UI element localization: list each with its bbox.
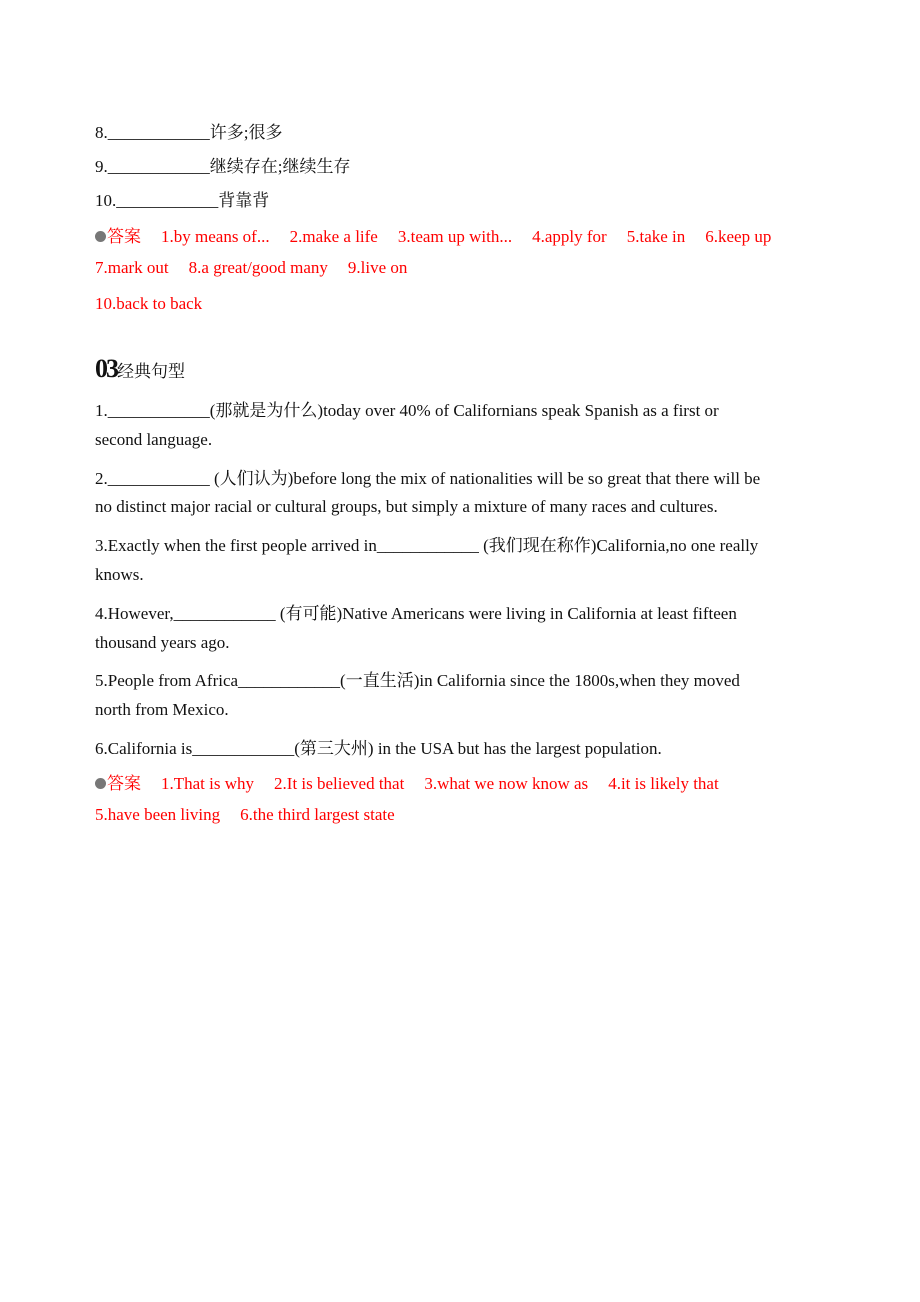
sentence-line: second language. [95, 429, 213, 449]
sentence-line: 4.However,____________ (有可能)Native Americans were living in California at least fifteen [95, 603, 737, 623]
answer-item: 2.It is believed that [274, 774, 405, 793]
vocab-item: 10.____________背靠背 [95, 191, 270, 210]
sentence-line: 6.California is____________(第三大州) in the USA but has the largest population. [95, 739, 662, 758]
section-heading: 03经典句型 [95, 354, 185, 383]
answer-item: 9.live on [347, 258, 408, 277]
sentence-line: knows. [95, 565, 144, 584]
answer-item: 7.mark out [95, 258, 169, 277]
answer-item: 3.what we now know as [424, 774, 589, 793]
answer-line [95, 222, 771, 247]
answer-icon [95, 231, 106, 242]
sentence-line: thousand years ago. [95, 632, 230, 652]
answer-label: 答案 [107, 227, 141, 246]
answer-item: 10.back to back [95, 294, 203, 313]
answer-item: 1.by means of... [161, 227, 270, 246]
answer-item: 4.apply for [532, 227, 607, 246]
answer-item: 2.make a life [289, 227, 378, 246]
answer-line [95, 258, 407, 278]
answer-line [95, 769, 719, 794]
sentence-line: 3.Exactly when the first people arrived in____________ (我们现在称作)California,no one really [95, 536, 759, 556]
vocab-item: 9.____________继续存在;继续生存 [95, 157, 351, 176]
answer-item: 6.keep up [705, 227, 772, 246]
answer-label: 答案 [107, 774, 141, 793]
sentence-line: 1.____________(那就是为什么)today over 40% of Californians speak Spanish as a first or [95, 401, 719, 420]
answer-item: 4.it is likely that [608, 774, 719, 793]
answer-item: 3.team up with... [397, 227, 513, 246]
sentence-line: 5.People from Africa____________(一直生活)in California since the 1800s,when they moved [95, 671, 740, 691]
answer-item: 5.have been living [95, 805, 221, 824]
sentence-line: no distinct major racial or cultural groups, but simply a mixture of many races and cultures. [95, 497, 718, 517]
sentence-line: 2.____________ (人们认为)before long the mix of nationalities will be so great that there will be [95, 468, 761, 488]
answer-item: 8.a great/good many [188, 258, 328, 277]
answer-item: 5.take in [626, 227, 686, 246]
answer-item: 1.That is why [161, 774, 255, 793]
answer-line [95, 805, 395, 825]
answer-icon [95, 778, 106, 789]
answer-item: 6.the third largest state [240, 805, 395, 824]
answer-line [95, 294, 202, 314]
vocab-item: 8.____________许多;很多 [95, 123, 283, 142]
sentence-line: north from Mexico. [95, 700, 229, 720]
